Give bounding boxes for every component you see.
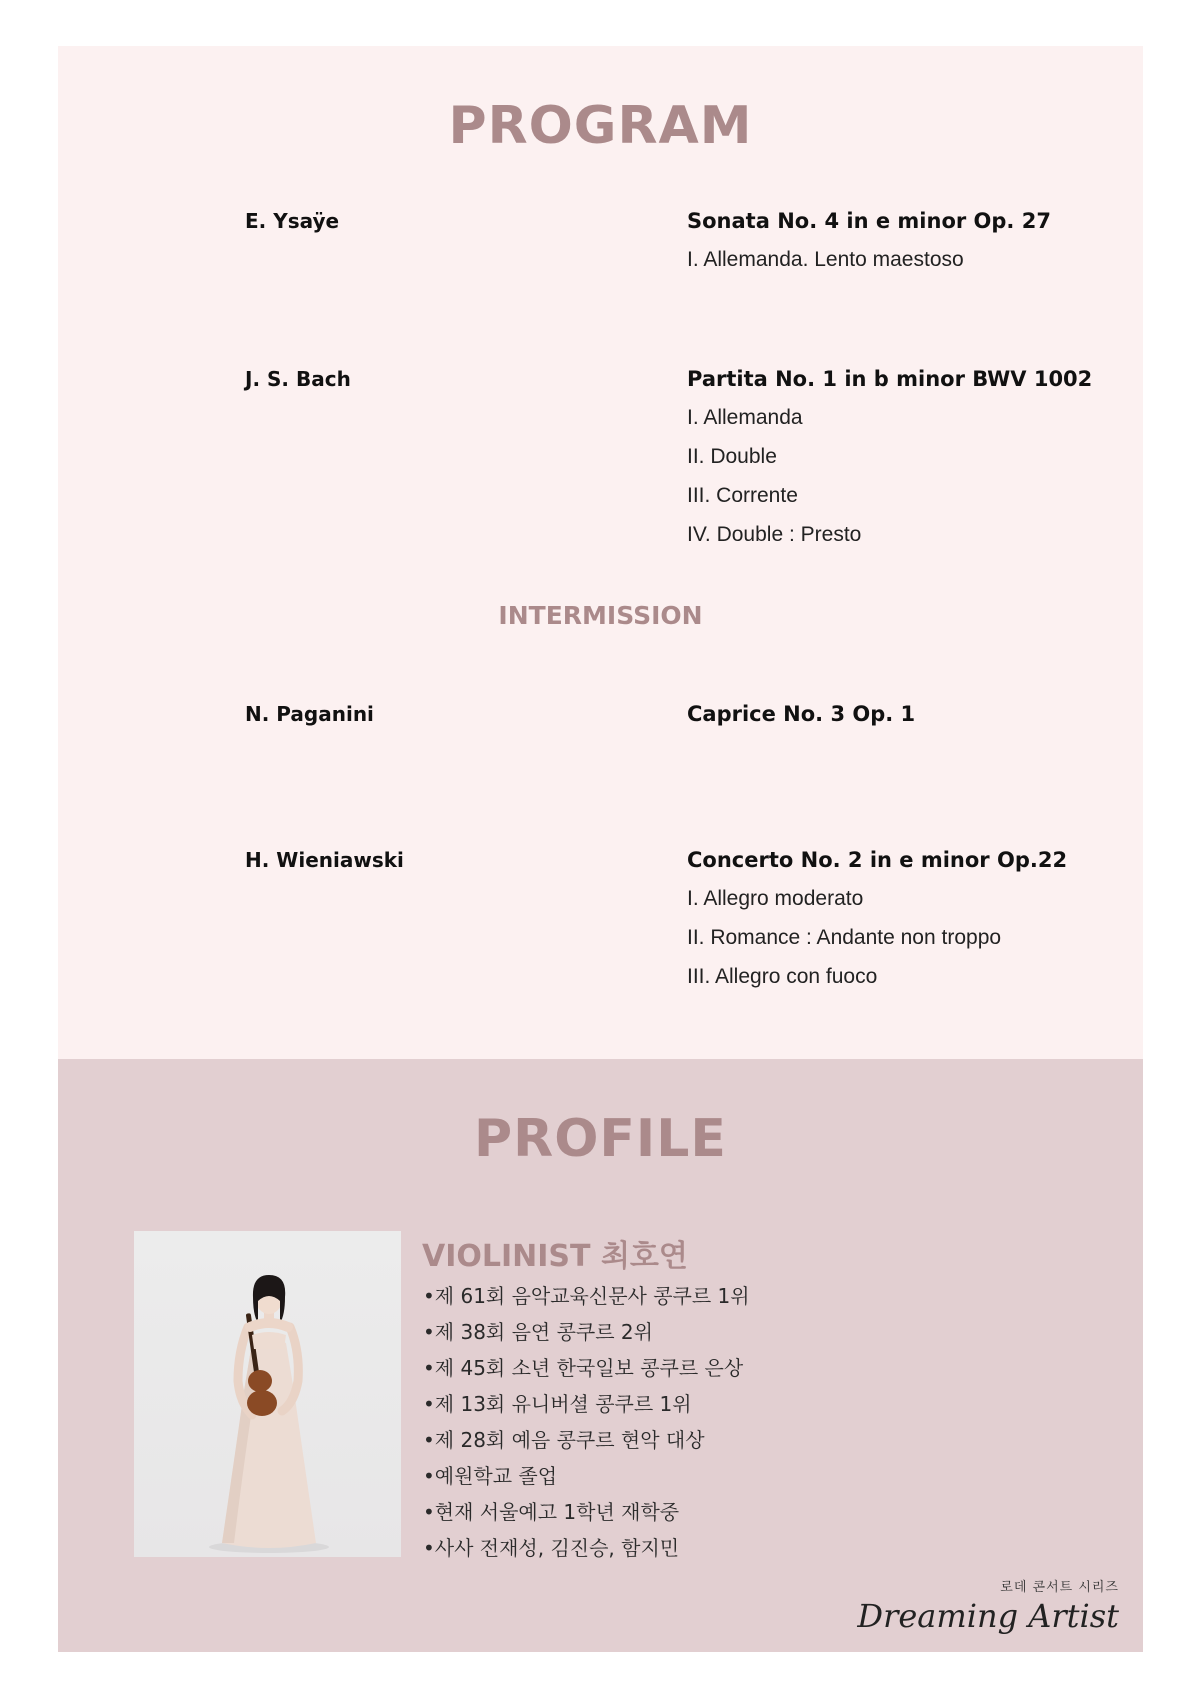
artist-photo [134,1231,401,1557]
movement: II. Romance : Andante non troppo [687,926,1002,949]
composer-name: J. S. Bach [245,367,351,391]
bio-item: •사사 전재성, 김진승, 함지민 [423,1536,680,1560]
bio-item: •제 38회 음연 콩쿠르 2위 [423,1320,653,1344]
movement: I. Allemanda. Lento maestoso [687,248,964,271]
work-title: Sonata No. 4 in e minor Op. 27 [687,209,1051,233]
composer-name: H. Wieniawski [245,848,404,872]
program-section [58,46,1143,1059]
bio-item: •제 28회 예음 콩쿠르 현악 대상 [423,1428,705,1452]
bio-item: •제 61회 음악교육신문사 콩쿠르 1위 [423,1284,750,1308]
work-block [687,702,915,740]
bio-item: •제 45회 소년 한국일보 콩쿠르 은상 [423,1356,744,1380]
movement: II. Double [687,445,777,468]
program-title: PROGRAM [448,96,753,156]
artist-name: VIOLINIST 최호연 [422,1239,688,1274]
work-title: Partita No. 1 in b minor BWV 1002 [687,367,1093,391]
work-block [687,848,1067,1003]
movement: III. Corrente [687,484,798,507]
series-english-name: Dreaming Artist [857,1597,1119,1635]
bio-item: •예원학교 졸업 [423,1464,558,1488]
profile-title: PROFILE [474,1109,727,1169]
violinist-portrait-illustration [134,1231,401,1557]
composer-name: E. Ysaÿe [245,209,340,233]
movement: I. Allegro moderato [687,887,864,910]
work-block [687,367,1092,561]
movement: IV. Double : Presto [687,523,862,546]
work-title: Caprice No. 3 Op. 1 [687,702,916,726]
profile-section [58,1059,1143,1652]
series-korean-name: 로데 콘서트 시리즈 [1000,1580,1119,1595]
concert-program-page [58,46,1143,1652]
series-logo [857,1576,1119,1635]
bio-item: •현재 서울예고 1학년 재학중 [423,1500,680,1524]
composer-name: N. Paganini [245,702,374,726]
bio-item: •제 13회 유니버셜 콩쿠르 1위 [423,1392,692,1416]
work-title: Concerto No. 2 in e minor Op.22 [687,848,1068,872]
movement: I. Allemanda [687,406,803,429]
movement: III. Allegro con fuoco [687,965,878,988]
intermission-label: INTERMISSION [498,601,703,630]
work-block [687,209,1051,286]
artist-bio-list [423,1283,750,1571]
